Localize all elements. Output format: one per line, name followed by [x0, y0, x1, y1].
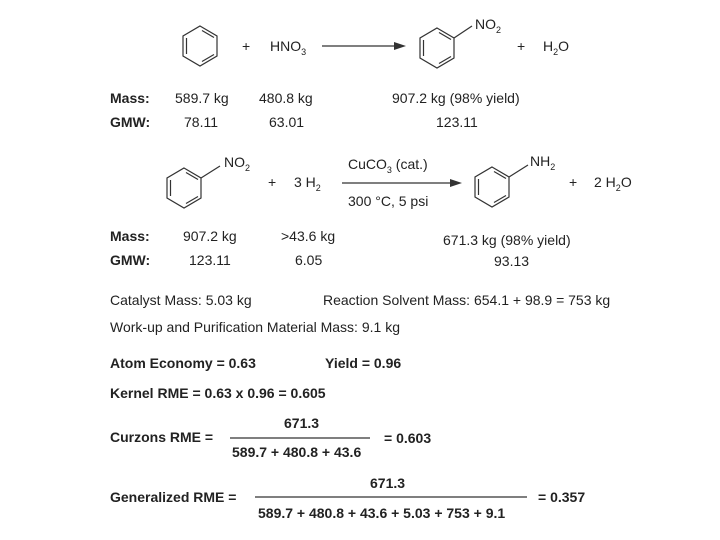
kernel-rme: Kernel RME = 0.63 x 0.96 = 0.605 — [110, 385, 326, 401]
mass-benzene: 589.7 kg — [175, 90, 229, 106]
gmw-aniline: 93.13 — [494, 253, 530, 269]
mass-label: Mass: — [110, 228, 150, 244]
plus-sign: + — [517, 38, 526, 54]
nitrobenzene-ring-2 — [167, 166, 220, 208]
yield-value: Yield = 0.96 — [325, 355, 402, 371]
gmw-hydrogen: 6.05 — [295, 252, 323, 268]
plus-sign: + — [242, 38, 251, 54]
hydrogen-formula: 3 $H_2$ — [294, 174, 321, 193]
nitric-acid-formula: $HNO_3$ — [270, 38, 307, 57]
nitro-group-label: $NO_2$ — [475, 16, 502, 35]
mass-nitrobenzene: 907.2 kg (98% yield) — [392, 90, 520, 106]
nitro-group-label: $NO_2$ — [224, 154, 251, 173]
aniline-ring — [475, 165, 528, 207]
conditions-label: 300 °C, 5 psi — [348, 193, 429, 209]
generalized-numerator: 671.3 — [370, 475, 406, 491]
gmw-label: GMW: — [110, 252, 151, 268]
mass-nitrobenzene: 907.2 kg — [183, 228, 237, 244]
plus-sign: + — [268, 174, 277, 190]
gmw-label: GMW: — [110, 114, 151, 130]
water-formula: $H_2O$ — [543, 38, 570, 57]
nitrobenzene-ring-1 — [420, 26, 472, 68]
benzene-ring-1 — [183, 26, 217, 66]
mass-aniline: 671.3 kg (98% yield) — [443, 232, 571, 248]
workup-mass: Work-up and Purification Material Mass: 9.1 kg — [110, 319, 400, 335]
amine-group-label: $NH_2$ — [530, 153, 556, 172]
gmw-nitrobenzene: 123.11 — [436, 114, 478, 130]
mass-label: Mass: — [110, 90, 150, 106]
curzons-denominator: 589.7 + 480.8 + 43.6 — [232, 444, 362, 460]
gmw-benzene: 78.11 — [184, 114, 218, 130]
water-formula: 2 $H_2O$ — [594, 174, 632, 193]
reaction-arrow-2 — [342, 179, 462, 187]
generalized-result: = 0.357 — [538, 489, 586, 505]
solvent-mass: Reaction Solvent Mass: 654.1 + 98.9 = 753 kg — [323, 292, 611, 308]
generalized-denominator: 589.7 + 480.8 + 43.6 + 5.03 + 753 + 9.1 — [258, 505, 506, 521]
mass-hydrogen: >43.6 kg — [281, 228, 336, 244]
atom-economy: Atom Economy = 0.63 — [110, 355, 256, 371]
gmw-nitric-acid: 63.01 — [269, 114, 305, 130]
curzons-label: Curzons RME = — [110, 429, 214, 445]
generalized-label: Generalized RME = — [110, 489, 237, 505]
plus-sign: + — [569, 174, 578, 190]
curzons-result: = 0.603 — [384, 430, 432, 446]
gmw-nitrobenzene: 123.11 — [189, 252, 231, 268]
mass-nitric-acid: 480.8 kg — [259, 90, 313, 106]
catalyst-label: CuCO$_3$ (cat.) — [348, 156, 428, 175]
reaction-arrow-1 — [322, 42, 406, 50]
catalyst-mass: Catalyst Mass: 5.03 kg — [110, 292, 252, 308]
curzons-numerator: 671.3 — [284, 415, 320, 431]
